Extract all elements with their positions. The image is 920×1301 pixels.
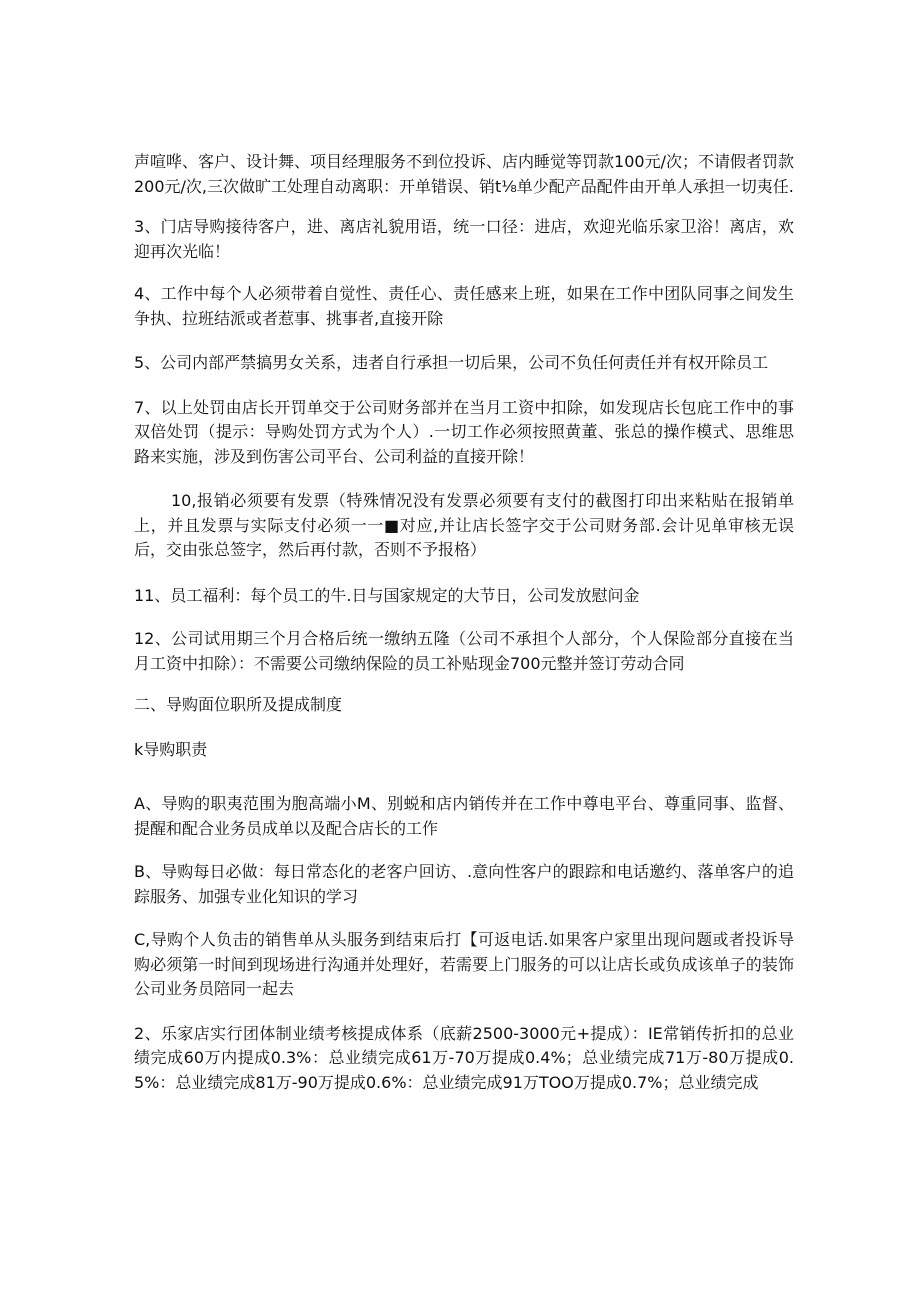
paragraph-duty-a: A、导购的职夷范围为胞高端小M、别蜕和店内销传并在工作中尊电平台、尊重同事、监督、提醒和配合业务员成单以及配合店长的工作 (134, 794, 794, 838)
document-page (134, 150, 794, 1095)
paragraph-relationship-rule: 5、公司内部严禁搞男女关系，违者自行承担一切后果，公司不负任何责任并有权开除员工 (134, 353, 769, 372)
paragraph-greeting-rule: 3、门店导购接待客户，进、离店礼貌用语，统一口径：进店，欢迎光临乐家卫浴！离店，欢迎再次光临！ (134, 217, 794, 261)
paragraph-probation-insurance: 12、公司试用期三个月合格后统一缴纳五隆（公司不承担个人部分，个人保险部分直接在当月工资中扣除）：不需要公司缴纳保险的员工补贴现金700元整并签订劳动合同 (134, 629, 794, 673)
paragraph-work-attitude: 4、工作中每个人必须带着自觉性、责任心、责任感来上班，如果在工作中团队同事之间发生争执、拉班结派或者惹事、挑事者,直接开除 (134, 284, 794, 328)
paragraph-reimbursement: 10,报销必须要有发票（特殊情况没有发票必须要有支付的截图打印出来粘贴在报销单上，并且发票与实际支付必须一一■对应,并让店长签字交于公司财务部.会计见单审核无误后，交由张总签字，然后再付款，否则不予报格） (134, 491, 794, 559)
paragraph-penalty-rules: 声喧哗、客户、设计舞、项目经理服务不到位投诉、店内睡觉等罚款100元/次；不请假者罚款200元/次,三次做旷工处理自动离职：开单错误、销t⅛单少配产品配件由开单人承担一切夷任. (134, 152, 794, 196)
section-heading-commission: 二、导购面位职所及提成制度 (134, 695, 343, 714)
paragraph-penalty-deduction: 7、以上处罚由店长开罚单交于公司财务部并在当月工资中扣除，如发现店长包庇工作中的事双倍处罚（提示：导购处罚方式为个人）.一切工作必须按照黄董、张总的操作模式、思维思路来实施，涉及到伤害公司平台、公司利益的直接开除！ (134, 397, 794, 466)
paragraph-duty-b: B、导购每日必做：每日常态化的老客户回访、.意向性客户的跟踪和电话邀约、落单客户的追踪服务、加强专业化知识的学习 (134, 862, 794, 906)
paragraph-duty-c: C,导购个人负击的销售单从头服务到结束后打【可返电话.如果客户家里出现问题或者投诉导购必须第一时间到现场进行沟通并处理好，若需要上门服务的可以让店长或负成该单子的装饰公司业务员陪同一起去 (134, 930, 794, 998)
paragraph-employee-welfare: 11、员工福利：每个员工的牛.日与国家规定的大节日，公司发放慰问金 (134, 585, 640, 605)
paragraph-commission-system: 2、乐家店实行团体制业绩考核提成体系（底薪2500-3000元+提成）：IE常销传折扣的总业绩完成60万内提成0.3%：总业绩完成61万-70万提成0.4%；总业绩完成71万-80万提成0.5%：总业绩完成81万-90万提成0.6%：总业绩完成91万TOO万提成0.7%；总业绩完成 (134, 1023, 794, 1092)
subheading-guide-duties: k导购职责 (134, 739, 208, 759)
